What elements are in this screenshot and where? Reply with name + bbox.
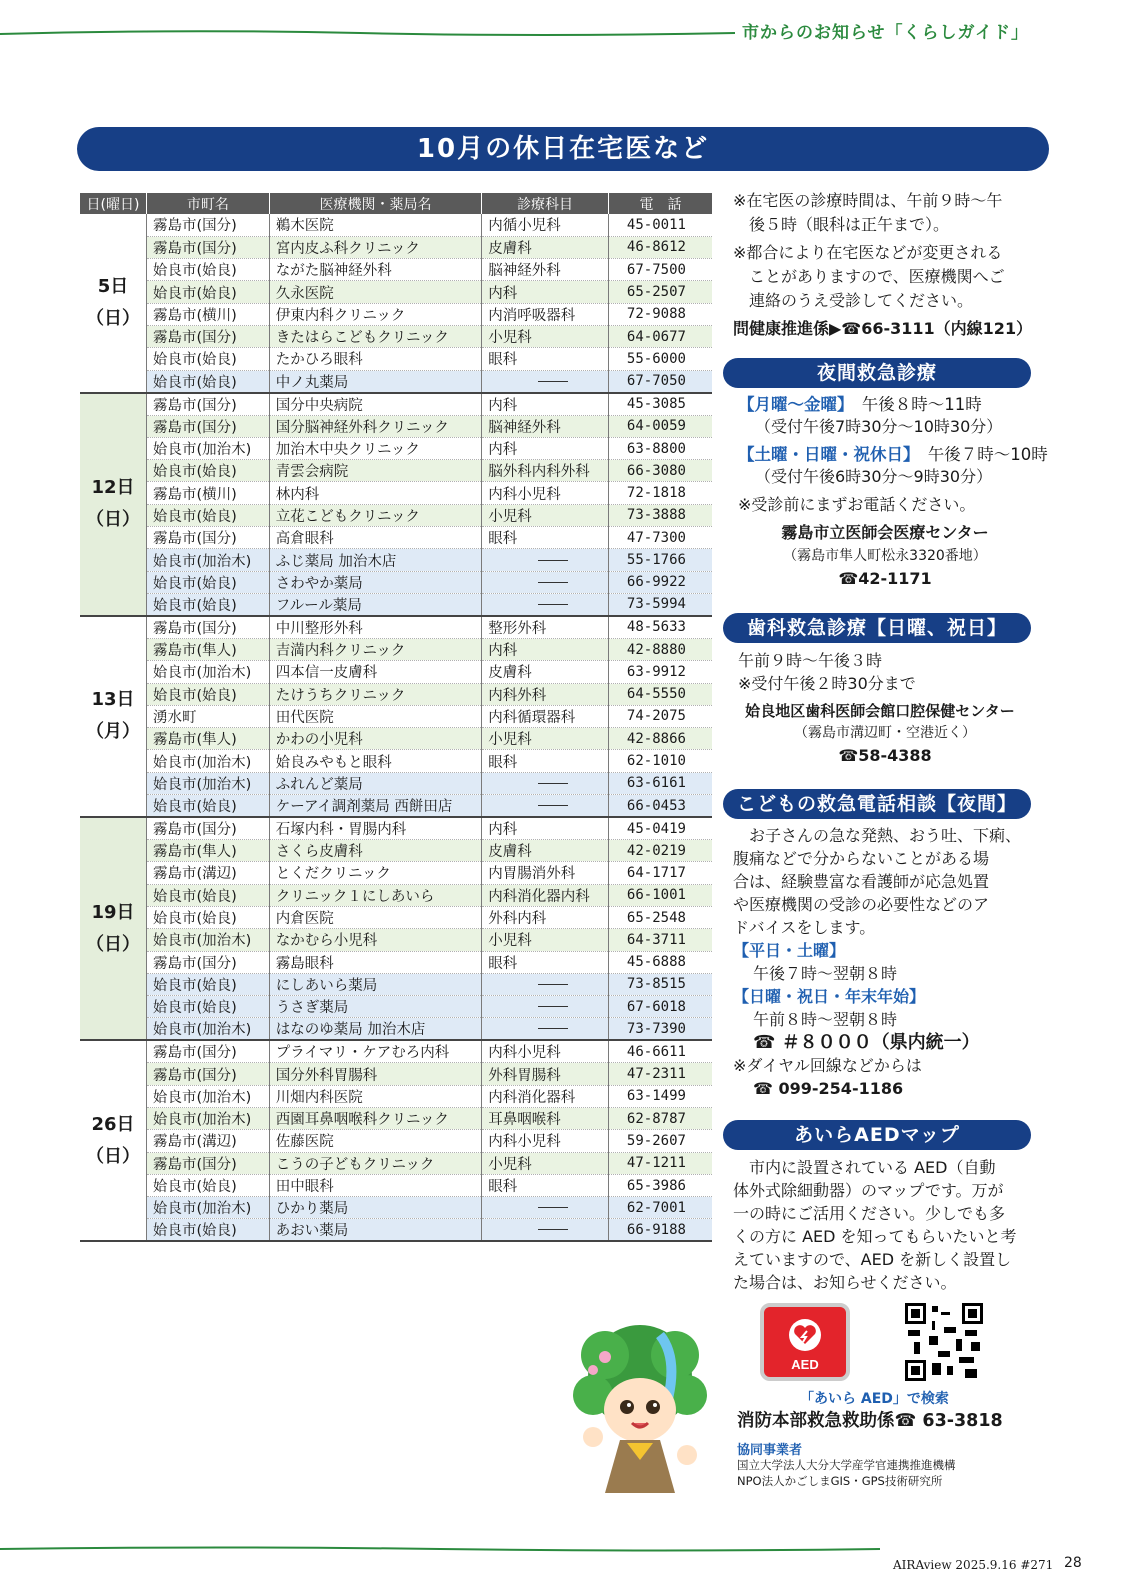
table-row <box>80 303 712 325</box>
department-cell: 眼科 <box>482 951 609 973</box>
qr-code[interactable] <box>905 1303 983 1381</box>
phone-cell: 46-6611 <box>608 1040 712 1063</box>
facility-cell: にしあいら薬局 <box>269 973 481 995</box>
table-row <box>80 571 712 593</box>
department-cell: 小児科 <box>482 504 609 526</box>
department-cell: 内科外科 <box>482 683 609 705</box>
table-row <box>80 1085 712 1107</box>
phone-cell: 63-6161 <box>608 772 712 794</box>
table-row <box>80 1197 712 1219</box>
facility-cell: 田中眼科 <box>269 1174 481 1196</box>
department-cell: 内科消化器内科 <box>482 884 609 906</box>
city-cell: 霧島市(隼人) <box>147 840 270 862</box>
department-cell <box>482 795 609 818</box>
phone-cell: 72-1818 <box>608 482 712 504</box>
department-cell: 皮膚科 <box>482 661 609 683</box>
phone-cell: 73-3888 <box>608 504 712 526</box>
city-cell: 姶良市(加治木) <box>147 750 270 772</box>
no-department-dash <box>538 582 568 583</box>
phone-cell: 65-2548 <box>608 906 712 928</box>
facility-cell: こうの子どもクリニック <box>269 1152 481 1174</box>
city-cell: 姶良市(姶良) <box>147 1174 270 1196</box>
phone-cell: 74-2075 <box>608 705 712 727</box>
city-cell: 姶良市(姶良) <box>147 460 270 482</box>
department-cell <box>482 973 609 995</box>
col-department: 診療科目 <box>482 193 609 214</box>
facility-cell: さわやか薬局 <box>269 571 481 593</box>
city-cell: 霧島市(国分) <box>147 214 270 236</box>
department-cell: 耳鼻咽喉科 <box>482 1108 609 1130</box>
city-cell: 姶良市(加治木) <box>147 661 270 683</box>
city-cell: 霧島市(国分) <box>147 616 270 639</box>
facility-cell: ふじ薬局 加治木店 <box>269 549 481 571</box>
city-cell: 姶良市(姶良) <box>147 996 270 1018</box>
table-row <box>80 281 712 303</box>
day-cell: 5日 （日） <box>80 214 147 393</box>
department-cell: 眼科 <box>482 348 609 370</box>
department-cell: 小児科 <box>482 929 609 951</box>
phone-cell: 67-6018 <box>608 996 712 1018</box>
table-row <box>80 906 712 928</box>
svg-text:AED: AED <box>791 1357 819 1372</box>
department-cell: 内科 <box>482 393 609 416</box>
phone-cell: 45-0011 <box>608 214 712 236</box>
facility-cell: 姶良みやもと眼科 <box>269 750 481 772</box>
table-row <box>80 214 712 236</box>
table-row <box>80 996 712 1018</box>
footer-rule <box>0 1545 880 1553</box>
city-cell: 姶良市(加治木) <box>147 437 270 459</box>
facility-cell: 中ノ丸薬局 <box>269 370 481 393</box>
phone-cell: 67-7050 <box>608 370 712 393</box>
dental-emergency-title: 歯科救急診療【日曜、祝日】 <box>723 613 1031 643</box>
facility-cell: 四本信一皮膚科 <box>269 661 481 683</box>
table-row <box>80 683 712 705</box>
table-row <box>80 325 712 347</box>
col-city: 市町名 <box>147 193 270 214</box>
table-row <box>80 929 712 951</box>
facility-cell: ながた脳神経外科 <box>269 259 481 281</box>
department-cell: 内科小児科 <box>482 1040 609 1063</box>
facility-cell: プライマリ・ケアむろ内科 <box>269 1040 481 1063</box>
phone-cell: 63-1499 <box>608 1085 712 1107</box>
department-cell: 小児科 <box>482 1152 609 1174</box>
department-cell: 眼科 <box>482 750 609 772</box>
phone-cell: 48-5633 <box>608 616 712 639</box>
table-row <box>80 728 712 750</box>
department-cell: 脳外科内科外科 <box>482 460 609 482</box>
phone-cell: 55-1766 <box>608 549 712 571</box>
no-department-dash <box>538 604 568 605</box>
phone-cell: 66-9922 <box>608 571 712 593</box>
city-cell: 霧島市(国分) <box>147 1152 270 1174</box>
department-cell: 外科内科 <box>482 906 609 928</box>
city-cell: 姶良市(姶良) <box>147 259 270 281</box>
phone-cell: 55-6000 <box>608 348 712 370</box>
department-cell: 脳神経外科 <box>482 259 609 281</box>
facility-cell: 国分外科胃腸科 <box>269 1063 481 1085</box>
department-cell <box>482 1197 609 1219</box>
table-row <box>80 437 712 459</box>
phone-cell: 62-8787 <box>608 1108 712 1130</box>
holiday-doctor-table <box>80 193 712 1242</box>
facility-cell: 国分中央病院 <box>269 393 481 416</box>
city-cell: 姶良市(姶良) <box>147 593 270 616</box>
fire-dept-contact: 消防本部救急救助係☎ 63-3818 <box>737 1411 1003 1431</box>
phone-cell: 42-8880 <box>608 638 712 660</box>
department-cell: 内科 <box>482 281 609 303</box>
col-phone: 電 話 <box>608 193 712 214</box>
department-cell: 脳神経外科 <box>482 415 609 437</box>
facility-cell: たかひろ眼科 <box>269 348 481 370</box>
phone-cell: 45-0419 <box>608 817 712 840</box>
city-cell: 霧島市(横川) <box>147 303 270 325</box>
phone-cell: 66-1001 <box>608 884 712 906</box>
department-cell: 小児科 <box>482 325 609 347</box>
aed-map-title: あいらAEDマップ <box>723 1120 1031 1150</box>
phone-cell: 64-1717 <box>608 862 712 884</box>
facility-cell: クリニック１にしあいら <box>269 884 481 906</box>
table-row <box>80 772 712 794</box>
table-row <box>80 259 712 281</box>
facility-cell: きたはらこどもクリニック <box>269 325 481 347</box>
city-cell: 姶良市(姶良) <box>147 370 270 393</box>
facility-cell: 佐藤医院 <box>269 1130 481 1152</box>
table-row <box>80 638 712 660</box>
city-cell: 霧島市(国分) <box>147 527 270 549</box>
city-cell: 姶良市(加治木) <box>147 1197 270 1219</box>
city-cell: 姶良市(姶良) <box>147 973 270 995</box>
phone-cell: 63-8800 <box>608 437 712 459</box>
no-department-dash <box>538 381 568 382</box>
table-row <box>80 951 712 973</box>
city-cell: 霧島市(国分) <box>147 1063 270 1085</box>
facility-cell: 加治木中央クリニック <box>269 437 481 459</box>
department-cell: 内科小児科 <box>482 1130 609 1152</box>
table-row <box>80 393 712 416</box>
table-row <box>80 549 712 571</box>
table-row <box>80 527 712 549</box>
table-row <box>80 236 712 258</box>
facility-cell: たけうちクリニック <box>269 683 481 705</box>
department-cell: 内循小児科 <box>482 214 609 236</box>
facility-cell: さくら皮膚科 <box>269 840 481 862</box>
department-cell <box>482 1219 609 1242</box>
hours-note: ※在宅医の診療時間は、午前９時～午 後５時（眼科は正午まで）。 ※都合により在宅医などが変更される ことがありますので、医療機関へご 連絡のうえ受診してください。 問健康推進係▶☎66-3111（内線121） <box>733 189 1032 341</box>
phone-cell: 47-2311 <box>608 1063 712 1085</box>
day-cell: 26日 （日） <box>80 1040 147 1241</box>
header-rule <box>0 28 735 38</box>
day-cell: 13日 （月） <box>80 616 147 817</box>
facility-cell: 吉満内科クリニック <box>269 638 481 660</box>
table-header-row <box>80 193 712 214</box>
phone-cell: 73-8515 <box>608 973 712 995</box>
department-cell: 内消呼吸器科 <box>482 303 609 325</box>
table-row <box>80 1152 712 1174</box>
phone-cell: 45-3085 <box>608 393 712 416</box>
no-department-dash <box>538 984 568 985</box>
no-department-dash <box>538 805 568 806</box>
city-cell: 湧水町 <box>147 705 270 727</box>
department-cell: 小児科 <box>482 728 609 750</box>
department-cell: 内科循環器科 <box>482 705 609 727</box>
city-cell: 姶良市(姶良) <box>147 571 270 593</box>
city-cell: 姶良市(姶良) <box>147 906 270 928</box>
facility-cell: 西園耳鼻咽喉科クリニック <box>269 1108 481 1130</box>
phone-cell: 45-6888 <box>608 951 712 973</box>
table-row <box>80 817 712 840</box>
aed-logo <box>760 1303 850 1381</box>
phone-cell: 42-0219 <box>608 840 712 862</box>
department-cell: 内科 <box>482 437 609 459</box>
phone-cell: 66-0453 <box>608 795 712 818</box>
table-row <box>80 661 712 683</box>
city-cell: 姶良市(姶良) <box>147 504 270 526</box>
aed-search-hint: 「あいら AED」で検索 <box>800 1391 949 1407</box>
city-cell: 姶良市(姶良) <box>147 884 270 906</box>
facility-cell: ひかり薬局 <box>269 1197 481 1219</box>
facility-cell: うさぎ薬局 <box>269 996 481 1018</box>
table-row <box>80 616 712 639</box>
phone-cell: 47-1211 <box>608 1152 712 1174</box>
department-cell: 眼科 <box>482 1174 609 1196</box>
city-cell: 姶良市(加治木) <box>147 772 270 794</box>
facility-cell: 霧島眼科 <box>269 951 481 973</box>
city-cell: 霧島市(国分) <box>147 393 270 416</box>
facility-cell: 国分脳神経外科クリニック <box>269 415 481 437</box>
day-cell: 19日 （日） <box>80 817 147 1040</box>
department-cell <box>482 772 609 794</box>
table-row <box>80 504 712 526</box>
facility-cell: 内倉医院 <box>269 906 481 928</box>
facility-cell: ケーアイ調剤薬局 西餅田店 <box>269 795 481 818</box>
phone-cell: 67-7500 <box>608 259 712 281</box>
department-cell: 内科 <box>482 638 609 660</box>
city-cell: 霧島市(溝辺) <box>147 1130 270 1152</box>
health-contact: 問健康推進係▶☎66-3111（内線121） <box>733 319 1033 338</box>
city-cell: 姶良市(加治木) <box>147 1108 270 1130</box>
aed-body: 市内に設置されている AED（自動 体外式除細動器）のマップです。万が 一の時にご活用ください。少しでも多 くの方に AED を知ってもらいたいと考 えていますので、AED を新しく設置し た場合は、お知らせください。 <box>733 1158 1017 1292</box>
phone-cell: 42-8866 <box>608 728 712 750</box>
city-cell: 姶良市(姶良) <box>147 683 270 705</box>
department-cell <box>482 571 609 593</box>
table-row <box>80 840 712 862</box>
department-cell: 外科胃腸科 <box>482 1063 609 1085</box>
city-cell: 霧島市(国分) <box>147 817 270 840</box>
table-row <box>80 593 712 616</box>
phone-cell: 47-7300 <box>608 527 712 549</box>
mascot-illustration <box>565 1315 715 1505</box>
department-cell <box>482 370 609 393</box>
table-row <box>80 482 712 504</box>
night-emergency-title: 夜間救急診療 <box>723 358 1031 388</box>
city-cell: 霧島市(国分) <box>147 951 270 973</box>
city-cell: 姶良市(加治木) <box>147 549 270 571</box>
department-cell: 内科消化器科 <box>482 1085 609 1107</box>
col-day: 日(曜日) <box>80 193 147 214</box>
table-row <box>80 973 712 995</box>
facility-cell: 川畑内科医院 <box>269 1085 481 1107</box>
phone-cell: 46-8612 <box>608 236 712 258</box>
facility-cell: 青雲会病院 <box>269 460 481 482</box>
city-cell: 霧島市(国分) <box>147 236 270 258</box>
section-header: 市からのお知らせ「くらしガイド」 <box>742 23 1029 43</box>
table-row <box>80 1018 712 1041</box>
city-cell: 霧島市(国分) <box>147 415 270 437</box>
facility-cell: フルール薬局 <box>269 593 481 616</box>
kids-consult-body: お子さんの急な発熱、おう吐、下痢、 腹痛などで分からないことがある場 合は、経験豊富な看護師が応急処置 や医療機関の受診の必要性などのア ドバイスをします。 【平日・土曜】 午後７時～翌朝８時 【日曜・祝日・年末年始】 午前８時～翌朝８時 ☎ ＃８０００（県内統一） ※ダイヤル回線などからは ☎ 099-254-1186 <box>733 826 1022 1098</box>
city-cell: 霧島市(隼人) <box>147 728 270 750</box>
table-row <box>80 705 712 727</box>
phone-cell: 59-2607 <box>608 1130 712 1152</box>
department-cell: 内科小児科 <box>482 482 609 504</box>
phone-cell: 73-5994 <box>608 593 712 616</box>
facility-cell: 石塚内科・胃腸内科 <box>269 817 481 840</box>
no-department-dash <box>538 1006 568 1007</box>
facility-cell: 宮内皮ふ科クリニック <box>269 236 481 258</box>
phone-cell: 66-3080 <box>608 460 712 482</box>
city-cell: 霧島市(横川) <box>147 482 270 504</box>
table-row <box>80 370 712 393</box>
facility-cell: はなのゆ薬局 加治木店 <box>269 1018 481 1041</box>
phone-cell: 65-3986 <box>608 1174 712 1196</box>
day-cell: 12日 （日） <box>80 393 147 616</box>
facility-cell: かわの小児科 <box>269 728 481 750</box>
no-department-dash <box>538 560 568 561</box>
table-row <box>80 795 712 818</box>
phone-cell: 73-7390 <box>608 1018 712 1041</box>
facility-cell: なかむら小児科 <box>269 929 481 951</box>
table-row <box>80 862 712 884</box>
facility-cell: 鵜木医院 <box>269 214 481 236</box>
facility-cell: 中川整形外科 <box>269 616 481 639</box>
table-row <box>80 415 712 437</box>
city-cell: 姶良市(加治木) <box>147 1018 270 1041</box>
phone-cell: 64-0677 <box>608 325 712 347</box>
no-department-dash <box>538 1207 568 1208</box>
table-row <box>80 1108 712 1130</box>
facility-cell: 高倉眼科 <box>269 527 481 549</box>
facility-cell: とくだクリニック <box>269 862 481 884</box>
facility-cell: 伊東内科クリニック <box>269 303 481 325</box>
phone-cell: 64-0059 <box>608 415 712 437</box>
department-cell <box>482 593 609 616</box>
city-cell: 姶良市(姶良) <box>147 348 270 370</box>
city-cell: 霧島市(国分) <box>147 1040 270 1063</box>
city-cell: 姶良市(姶良) <box>147 1219 270 1242</box>
city-cell: 姶良市(加治木) <box>147 1085 270 1107</box>
table-row <box>80 1219 712 1242</box>
magazine-info: AIRAview 2025.9.16 #271 <box>893 1558 1054 1572</box>
page-title: 10月の休日在宅医など <box>77 127 1049 171</box>
table-row <box>80 1063 712 1085</box>
col-facility: 医療機関・薬局名 <box>269 193 481 214</box>
city-cell: 霧島市(隼人) <box>147 638 270 660</box>
phone-cell: 66-9188 <box>608 1219 712 1242</box>
table-row <box>80 1174 712 1196</box>
department-cell <box>482 549 609 571</box>
department-cell <box>482 1018 609 1041</box>
facility-cell: 久永医院 <box>269 281 481 303</box>
department-cell <box>482 996 609 1018</box>
page-number: 28 <box>1064 1555 1082 1571</box>
city-cell: 霧島市(国分) <box>147 325 270 347</box>
facility-cell: 立花こどもクリニック <box>269 504 481 526</box>
table-row <box>80 348 712 370</box>
kids-consult-title: こどもの救急電話相談【夜間】 <box>723 789 1031 819</box>
department-cell: 眼科 <box>482 527 609 549</box>
department-cell: 内胃腸消外科 <box>482 862 609 884</box>
phone-cell: 63-9912 <box>608 661 712 683</box>
table-row <box>80 750 712 772</box>
city-cell: 姶良市(姶良) <box>147 281 270 303</box>
facility-cell: ふれんど薬局 <box>269 772 481 794</box>
city-cell: 姶良市(姶良) <box>147 795 270 818</box>
facility-cell: あおい薬局 <box>269 1219 481 1242</box>
table-row <box>80 1130 712 1152</box>
phone-cell: 64-5550 <box>608 683 712 705</box>
table-row <box>80 1040 712 1063</box>
department-cell: 皮膚科 <box>482 840 609 862</box>
department-cell: 内科 <box>482 817 609 840</box>
table-row <box>80 884 712 906</box>
phone-cell: 62-1010 <box>608 750 712 772</box>
table-row <box>80 460 712 482</box>
city-cell: 姶良市(加治木) <box>147 929 270 951</box>
facility-cell: 田代医院 <box>269 705 481 727</box>
phone-cell: 62-7001 <box>608 1197 712 1219</box>
phone-cell: 65-2507 <box>608 281 712 303</box>
phone-cell: 64-3711 <box>608 929 712 951</box>
no-department-dash <box>538 783 568 784</box>
facility-cell: 林内科 <box>269 482 481 504</box>
city-cell: 霧島市(溝辺) <box>147 862 270 884</box>
no-department-dash <box>538 1028 568 1029</box>
phone-cell: 72-9088 <box>608 303 712 325</box>
no-department-dash <box>538 1229 568 1230</box>
department-cell: 皮膚科 <box>482 236 609 258</box>
department-cell: 整形外科 <box>482 616 609 639</box>
